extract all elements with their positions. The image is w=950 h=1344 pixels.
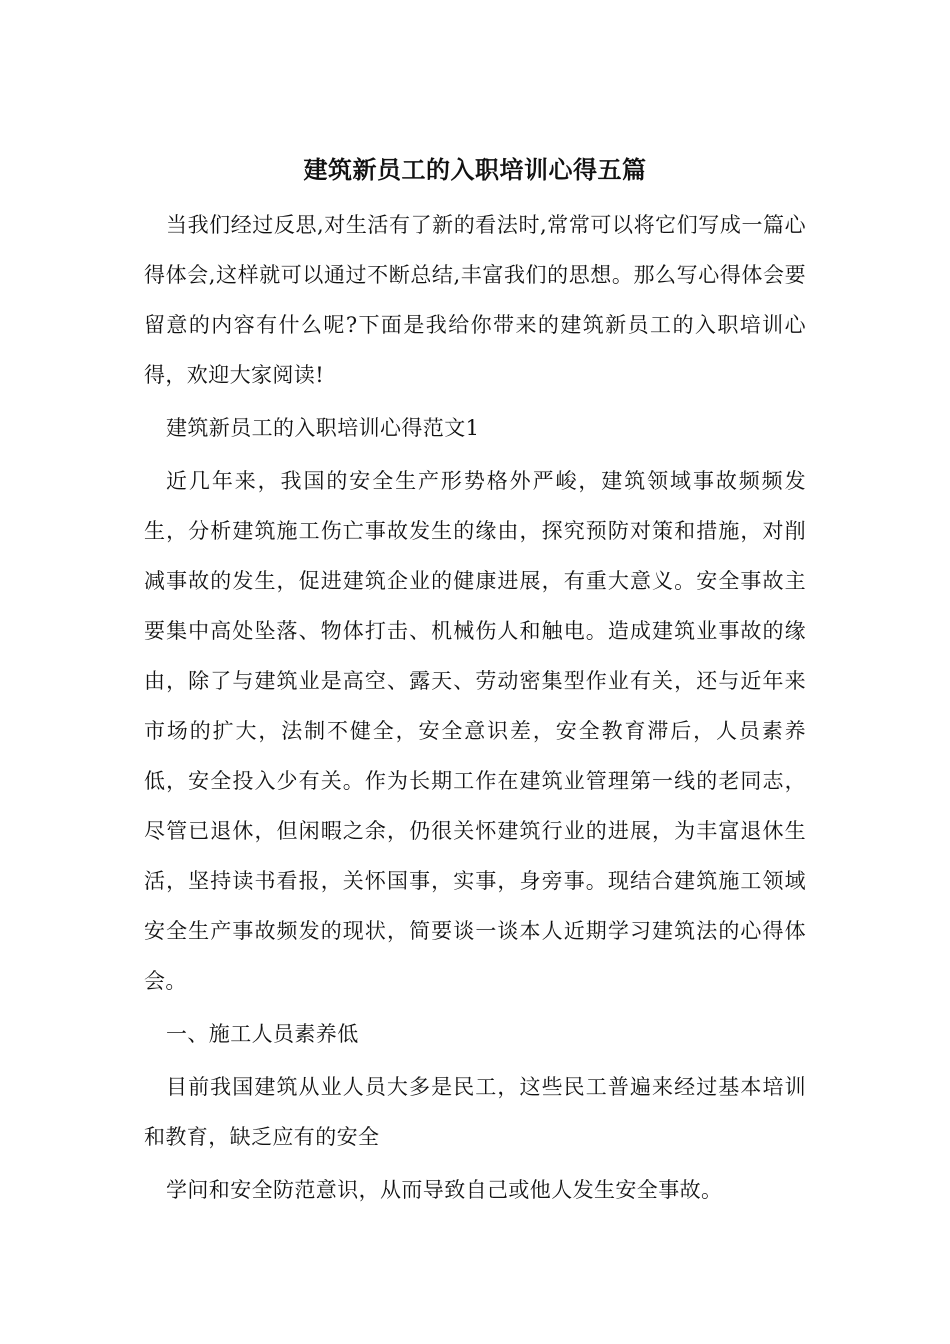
document-title: 建筑新员工的入职培训心得五篇 [303,156,647,184]
paragraph-text: 近几年来，我国的安全生产形势格外严峻，建筑领域事故频频发生，分析建筑施工伤亡事故发生的缘由，探究预防对策和措施，对削减事故的发生，促进建筑企业的健康进展，有重大意义。安全事故主要集中高处坠落、物体打击、机械伤人和触电。造成建筑业事故的缘由，除了与建筑业是高空、露天、劳动密集型作业有关，还与近年来市场的扩大，法制不健全，安全意识差，安全教育滞后，人员素养低，安全投入少有关。作为长期工作在建筑业管理第一线的老同志，尽管已退休，但闲暇之余，仍很关怀建筑行业的进展，为丰富退休生活，坚持读书看报，关怀国事，实事，身旁事。现结合建筑施工领域安全生产事故频发的现状，简要谈一谈本人近期学习建筑法的心得体会。 [144,469,806,993]
section-heading-sample-1 [144,403,806,453]
paragraph-text: 建筑新员工的入职培训心得范文1 [166,416,480,440]
paragraph-text: 当我们经过反思,对生活有了新的看法时,常常可以将它们写成一篇心得体会,这样就可以通过不断总结,丰富我们的思想。那么写心得体会要留意的内容有什么呢?下面是我给你带来的建筑新员工的入职培训心得，欢迎大家阅读! [144,213,806,387]
paragraph-intro [144,200,806,400]
paragraph-text: 学问和安全防范意识，从而导致自己或他人发生安全事故。 [166,1178,723,1202]
paragraph-body [144,1062,806,1162]
paragraph-text: 目前我国建筑从业人员大多是民工，这些民工普遍来经过基本培训和教育，缺乏应有的安全 [144,1075,806,1149]
paragraph-body [144,1165,806,1215]
section-heading-1 [144,1009,806,1059]
paragraph-text: 一、施工人员素养低 [166,1022,359,1046]
document-body [144,200,806,1218]
paragraph-body [144,456,806,1006]
